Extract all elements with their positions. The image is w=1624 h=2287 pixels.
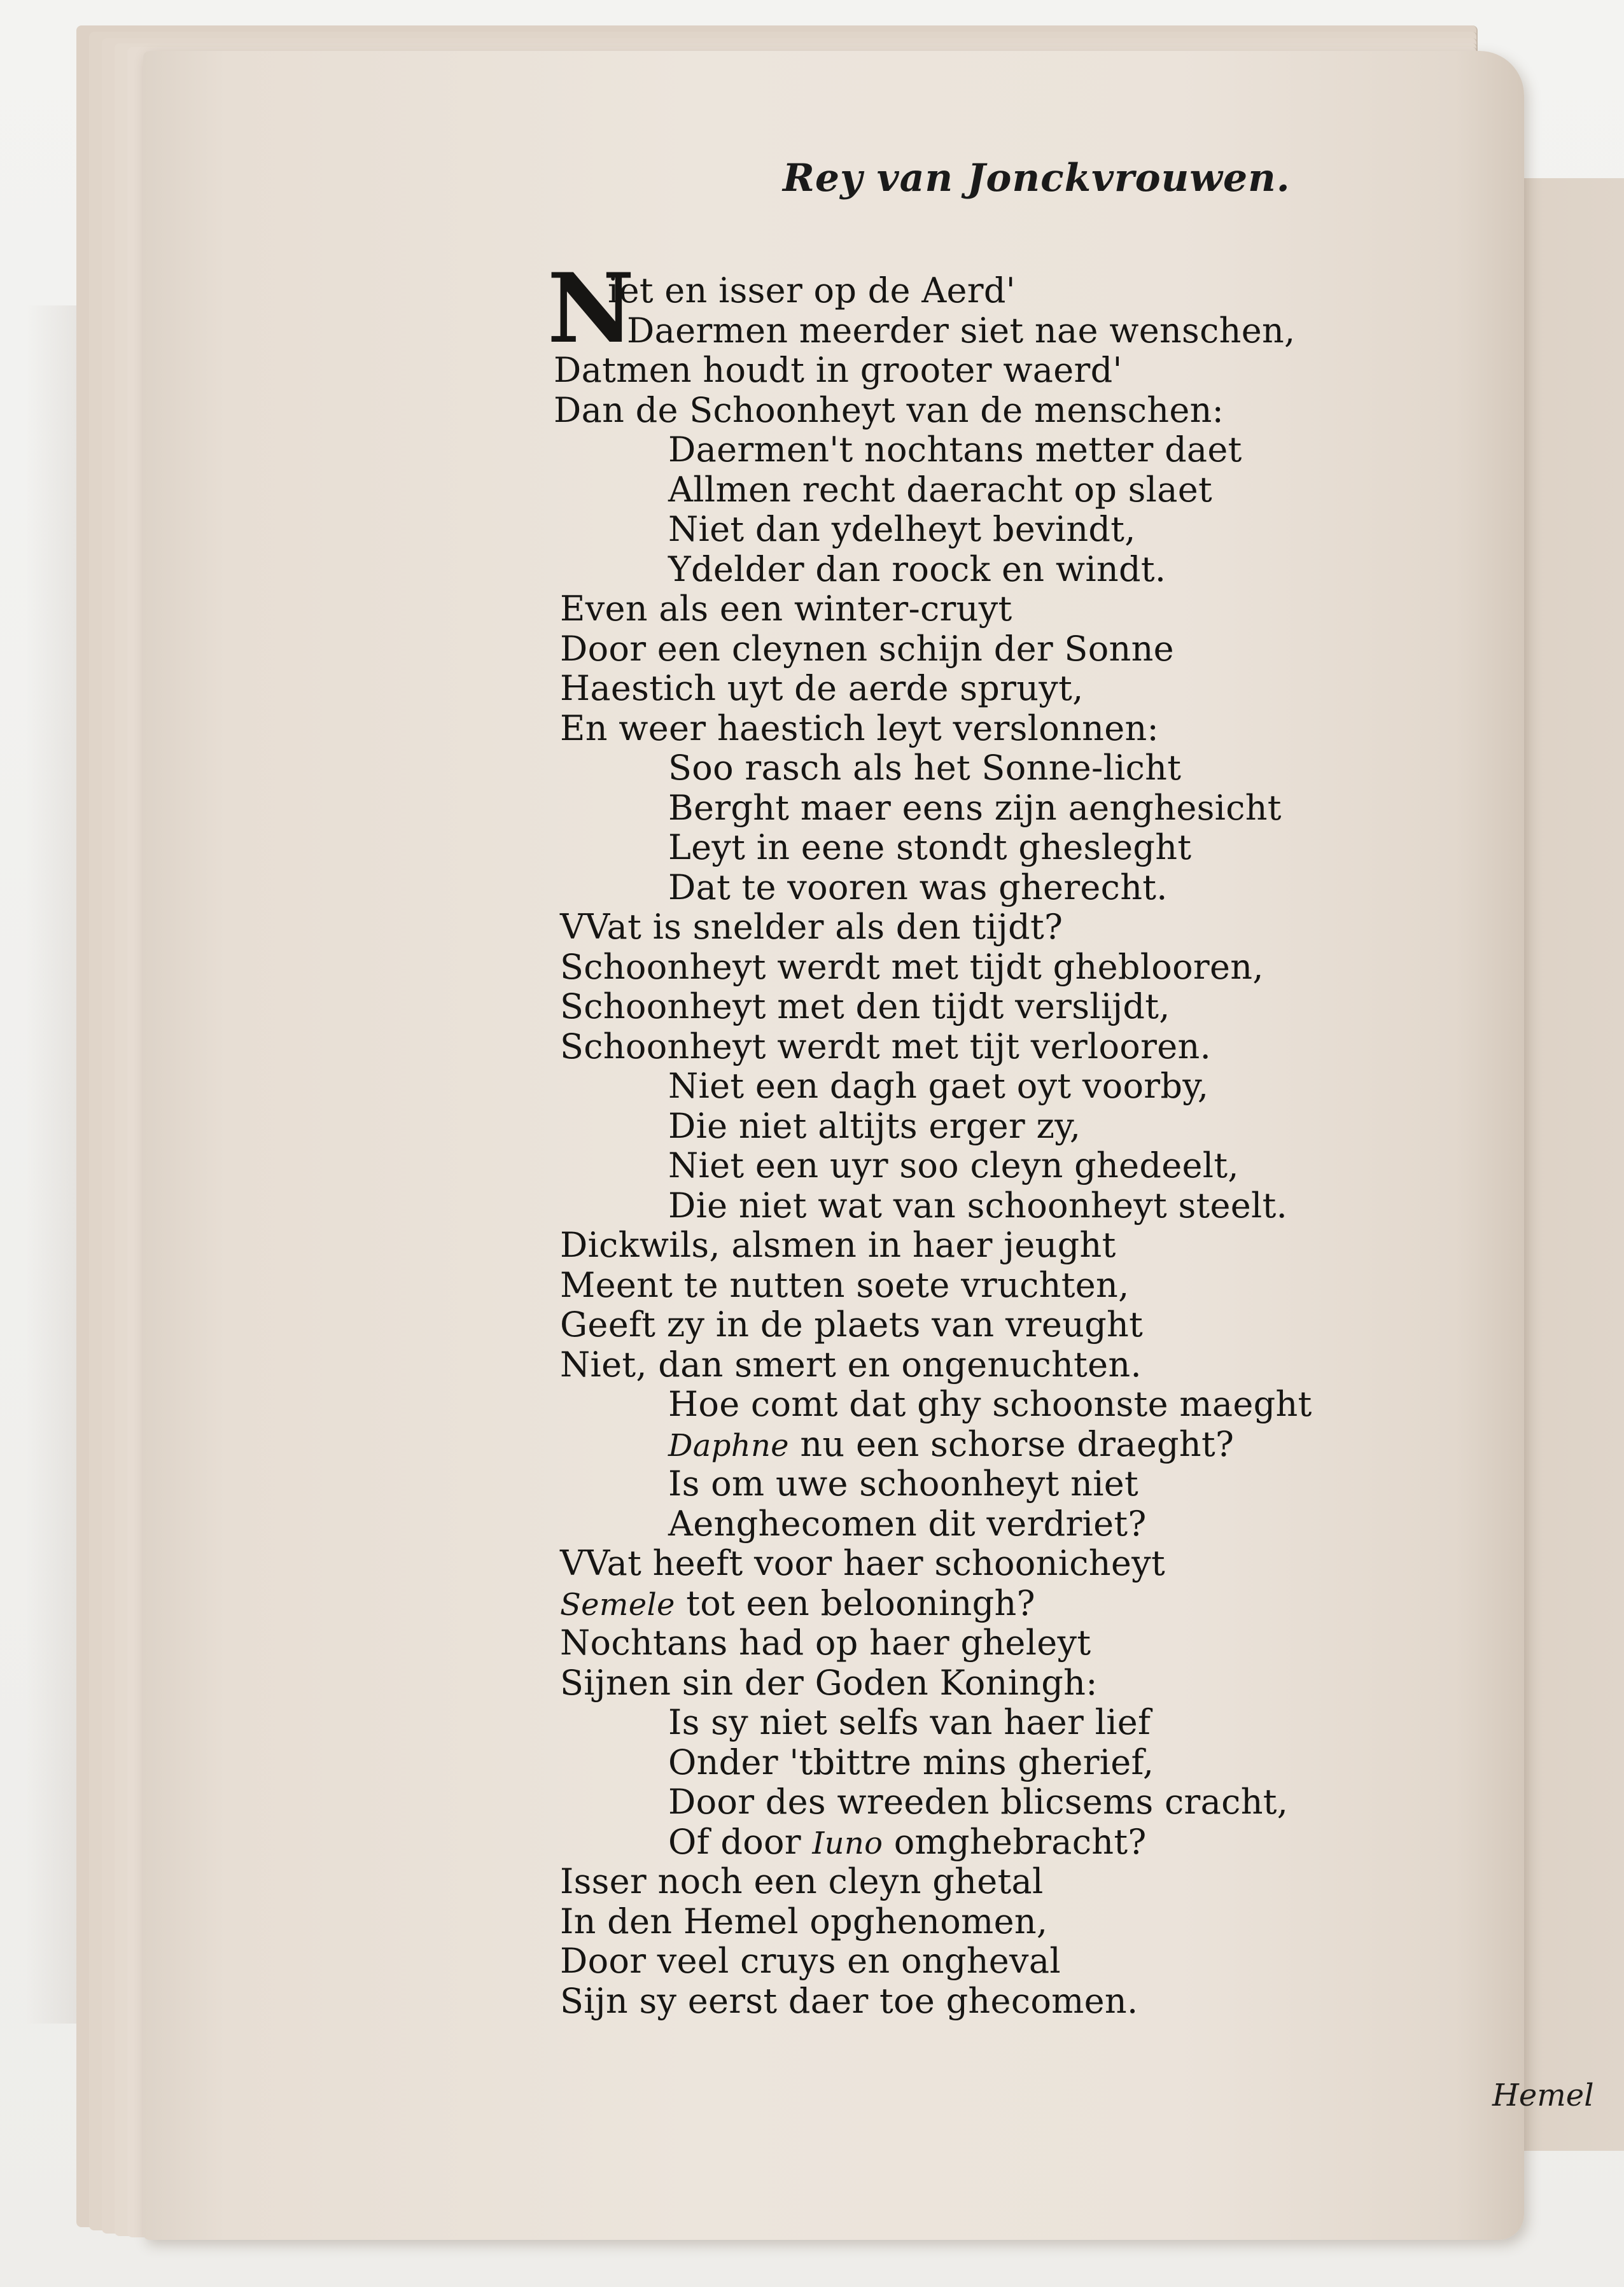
line-text: Datmen houdt in grooter waerd' bbox=[554, 350, 1123, 390]
poem-line bbox=[668, 1106, 1081, 1146]
line-text: Nochtans had op haer gheleyt bbox=[560, 1623, 1091, 1663]
poem-line bbox=[560, 1583, 1035, 1623]
line-text: Sijn sy eerst daer toe ghecomen. bbox=[560, 1980, 1138, 2021]
poem-line bbox=[560, 986, 1170, 1026]
line-text: Meent te nutten soete vruchten, bbox=[560, 1264, 1130, 1305]
poem-line bbox=[560, 1901, 1047, 1941]
poem-line bbox=[560, 668, 1084, 708]
poem-line bbox=[668, 1782, 1288, 1822]
italic-name: Daphne bbox=[668, 1427, 789, 1464]
poem-line bbox=[554, 350, 1123, 390]
line-text: Sijnen sin der Goden Koningh: bbox=[560, 1662, 1098, 1703]
poem-line bbox=[668, 430, 1242, 470]
poem-line bbox=[560, 1543, 1165, 1583]
line-text: Berght maer eens zijn aenghesicht bbox=[668, 787, 1282, 828]
line-text: Allmen recht daeracht op slaet bbox=[668, 469, 1212, 510]
poem-line bbox=[560, 1663, 1098, 1703]
poem-line bbox=[668, 1424, 1234, 1464]
line-text: Schoonheyt met den tijdt verslijdt, bbox=[560, 986, 1170, 1026]
line-text: Die niet altijts erger zy, bbox=[668, 1105, 1081, 1146]
italic-name: Iuno bbox=[812, 1825, 883, 1861]
poem-line bbox=[668, 827, 1191, 867]
line-text: Geeft zy in de plaets van vreught bbox=[560, 1304, 1144, 1345]
drop-cap: N bbox=[547, 253, 635, 365]
poem-line bbox=[560, 947, 1264, 987]
line-text: In den Hemel opghenomen, bbox=[560, 1901, 1048, 1941]
line-text: Daermen meerder siet nae wenschen, bbox=[627, 310, 1296, 351]
poem-line bbox=[668, 748, 1181, 788]
poem-line bbox=[560, 1623, 1091, 1663]
line-text: Leyt in eene stondt ghesleght bbox=[668, 827, 1192, 867]
line-text: Isser noch een cleyn ghetal bbox=[560, 1861, 1044, 1901]
line-text: omghebracht? bbox=[883, 1821, 1147, 1862]
line-text: Hoe comt dat ghy schoonste maeght bbox=[668, 1384, 1312, 1424]
poem-line bbox=[560, 629, 1174, 669]
poem-line bbox=[668, 1066, 1208, 1106]
line-text: Dickwils, alsmen in haer jeught bbox=[560, 1225, 1116, 1265]
poem-line bbox=[668, 1822, 1147, 1862]
poem-line bbox=[560, 1304, 1143, 1345]
poem-line bbox=[560, 907, 1063, 947]
line-text: Schoonheyt werdt met tijdt gheblooren, bbox=[560, 946, 1264, 987]
poem-line bbox=[560, 1861, 1044, 1901]
poem-line bbox=[560, 1981, 1138, 2021]
poem-line bbox=[668, 1145, 1239, 1185]
line-text: Even als een winter-cruyt bbox=[560, 589, 1012, 629]
poem-line bbox=[668, 1384, 1312, 1424]
line-text: Door een cleynen schijn der Sonne bbox=[560, 628, 1174, 669]
line-text: Soo rasch als het Sonne-licht bbox=[668, 748, 1182, 788]
line-text: Of door bbox=[668, 1821, 813, 1862]
poem-line bbox=[668, 509, 1136, 549]
poem-line bbox=[560, 1225, 1116, 1265]
running-head: Rey van Jonckvrouwen. bbox=[783, 156, 1291, 200]
poem-line bbox=[668, 1185, 1287, 1226]
line-text: Dat te vooren was gherecht. bbox=[668, 867, 1168, 907]
poem-line bbox=[560, 1265, 1130, 1305]
poem-line bbox=[560, 708, 1159, 748]
line-text: Ydelder dan roock en windt. bbox=[668, 549, 1166, 589]
line-text: Niet een uyr soo cleyn ghedeelt, bbox=[668, 1145, 1239, 1185]
line-text: iet en isser op de Aerd' bbox=[608, 270, 1016, 311]
line-text: Haestich uyt de aerde spruyt, bbox=[560, 668, 1084, 708]
poem-line bbox=[608, 270, 1016, 311]
line-text: En weer haestich leyt verslonnen: bbox=[560, 708, 1159, 748]
poem-line bbox=[668, 549, 1166, 589]
line-text: nu een schorse draeght? bbox=[788, 1423, 1235, 1464]
poem-line bbox=[668, 1742, 1154, 1782]
poem-line bbox=[627, 311, 1296, 351]
italic-name: Semele bbox=[560, 1586, 675, 1623]
poem-line bbox=[560, 1345, 1142, 1385]
poem-line bbox=[560, 589, 1012, 629]
poem-line bbox=[554, 390, 1224, 430]
line-text: Niet een dagh gaet oyt voorby, bbox=[668, 1066, 1209, 1106]
poem-line bbox=[668, 788, 1282, 828]
line-text: Schoonheyt werdt met tijt verlooren. bbox=[560, 1026, 1212, 1067]
line-text: Is sy niet selfs van haer lief bbox=[668, 1702, 1151, 1742]
poem-line bbox=[560, 1941, 1061, 1981]
line-text: tot een belooningh? bbox=[675, 1583, 1035, 1623]
line-text: Aenghecomen dit verdriet? bbox=[668, 1503, 1147, 1544]
line-text: Niet dan ydelheyt bevindt, bbox=[668, 509, 1136, 549]
line-text: Dan de Schoonheyt van de menschen: bbox=[554, 389, 1224, 430]
poem-line bbox=[668, 1504, 1147, 1544]
poem-line bbox=[668, 1464, 1138, 1504]
line-text: Onder 'tbittre mins gherief, bbox=[668, 1742, 1154, 1782]
line-text: Niet, dan smert en ongenuchten. bbox=[560, 1344, 1142, 1385]
catchword: Hemel bbox=[1492, 2078, 1594, 2113]
line-text: VVat heeft voor haer schoonicheyt bbox=[560, 1543, 1165, 1583]
line-text: Is om uwe schoonheyt niet bbox=[668, 1464, 1139, 1504]
poem-line bbox=[668, 1702, 1151, 1742]
poem-line bbox=[668, 867, 1168, 907]
line-text: Door veel cruys en ongheval bbox=[560, 1941, 1061, 1981]
poem-line bbox=[668, 470, 1212, 510]
line-text: Die niet wat van schoonheyt steelt. bbox=[668, 1185, 1288, 1226]
line-text: Door des wreeden blicsems cracht, bbox=[668, 1782, 1289, 1822]
line-text: VVat is snelder als den tijdt? bbox=[560, 907, 1063, 947]
poem-line bbox=[560, 1026, 1211, 1067]
line-text: Daermen't nochtans metter daet bbox=[668, 430, 1242, 470]
